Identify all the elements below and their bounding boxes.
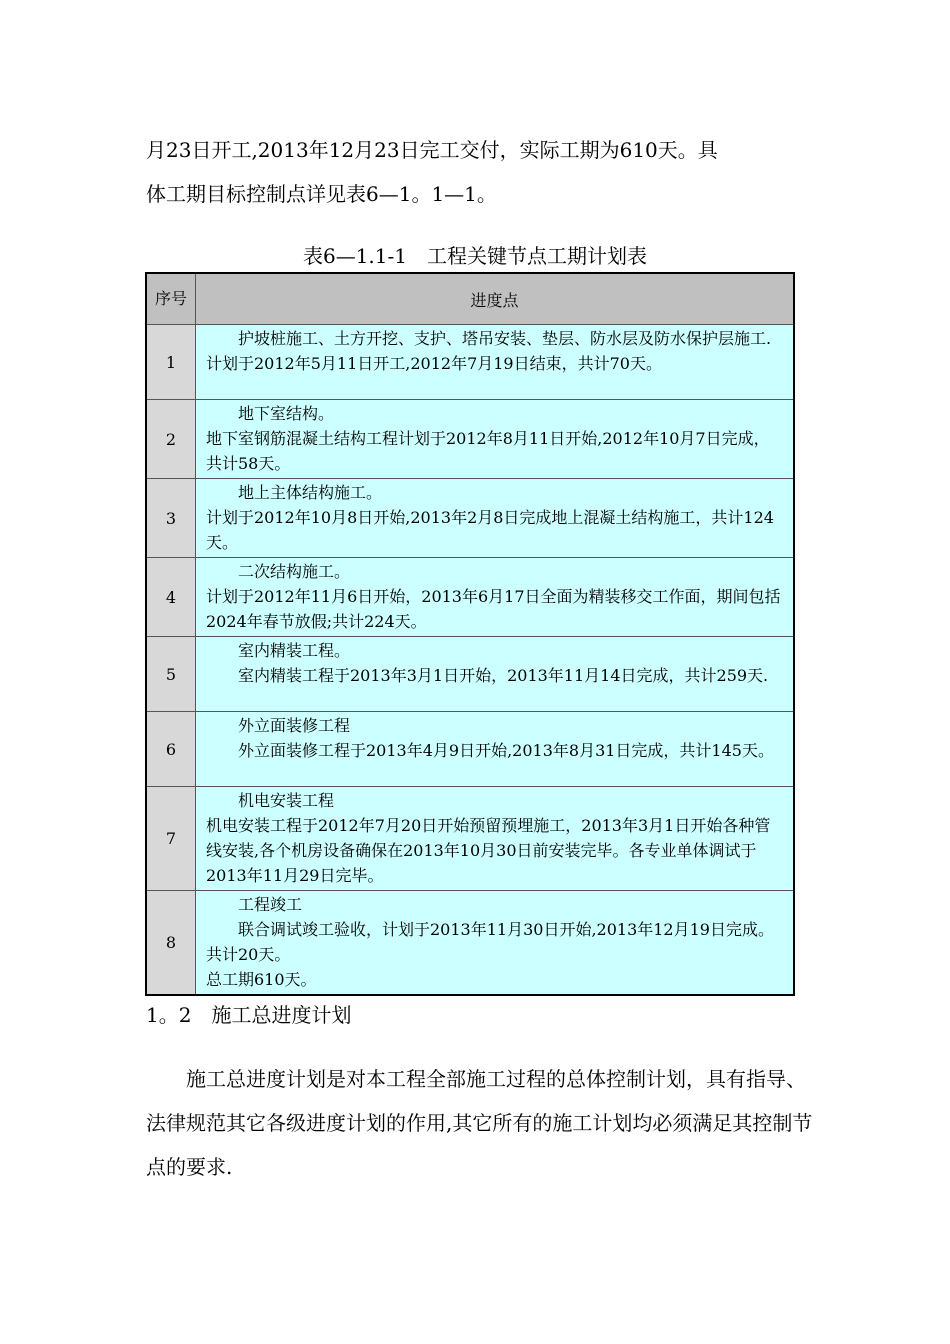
- row-description: [196, 325, 795, 400]
- header-progress: 进度点: [196, 273, 795, 325]
- header-seq: 序号: [146, 273, 196, 325]
- row-title: 二次结构施工。: [238, 562, 351, 581]
- row-number: 5: [146, 637, 196, 712]
- row-detail: 地下室钢筋混凝土结构工程计划于2012年8月11日开始,2012年10月7日完成，共计58天。: [206, 429, 770, 473]
- table-row: [146, 637, 794, 712]
- intro-line-1: 月23日开工,2013年12月23日完工交付，实际工期为610天。具: [146, 138, 718, 162]
- row-detail: 室内精装工程于2013年3月1日开始，2013年11月14日完成，共计259天.: [238, 666, 769, 685]
- row-number: 7: [146, 787, 196, 891]
- table-row: [146, 479, 794, 558]
- table-row: [146, 325, 794, 400]
- row-detail: 计划于2012年11月6日开始，2013年6月17日全面为精装移交工作面，期间包括2024年春节放假;共计224天。: [206, 587, 781, 631]
- row-description: [196, 787, 795, 891]
- intro-paragraph: [146, 128, 814, 216]
- row-detail: 机电安装工程于2012年7月20日开始预留预埋施工，2013年3月1日开始各种管线安装,各个机房设备确保在2013年10月30日前安装完毕。各专业单体调试于2013年11月29日完毕。: [206, 816, 771, 885]
- table-row: [146, 891, 794, 996]
- section-body-paragraph: [146, 1057, 814, 1189]
- row-description: [196, 637, 795, 712]
- row-description: [196, 891, 795, 996]
- table-header-row: [146, 273, 794, 325]
- row-title: 工程竣工: [238, 895, 303, 914]
- row-detail: 联合调试竣工验收，计划于2013年11月30日开始,2013年12月19日完成。共计20天。: [206, 920, 774, 964]
- schedule-table: [145, 272, 795, 996]
- row-title: 室内精装工程。: [238, 641, 351, 660]
- table-row: [146, 400, 794, 479]
- row-title: 地下室结构。: [238, 404, 335, 423]
- row-detail: 计划于2012年5月11日开工,2012年7月19日结束，共计70天。: [206, 354, 662, 373]
- row-total: 总工期610天。: [206, 970, 317, 989]
- row-description: [196, 479, 795, 558]
- row-title: 地上主体结构施工。: [238, 483, 383, 502]
- intro-line-2: 体工期目标控制点详见表6—1。1—1。: [146, 182, 497, 206]
- table-caption: 表6—1.1-1 工程关键节点工期计划表: [302, 244, 647, 268]
- row-detail: 外立面装修工程于2013年4月9日开始,2013年8月31日完成，共计145天。: [238, 741, 774, 760]
- table-row: [146, 712, 794, 787]
- row-title: 机电安装工程: [238, 791, 335, 810]
- section-body-text: 施工总进度计划是对本工程全部施工过程的总体控制计划，具有指导、法律规范其它各级进度计划的作用,其它所有的施工计划均必须满足其控制节点的要求.: [146, 1067, 813, 1179]
- row-description: [196, 558, 795, 637]
- table-row: [146, 787, 794, 891]
- section-heading: 1。2 施工总进度计划: [146, 1003, 352, 1027]
- row-number: 6: [146, 712, 196, 787]
- row-number: 8: [146, 891, 196, 996]
- row-number: 4: [146, 558, 196, 637]
- row-description: [196, 400, 795, 479]
- row-title: 外立面装修工程: [238, 716, 351, 735]
- row-description: [196, 712, 795, 787]
- row-number: 3: [146, 479, 196, 558]
- row-number: 1: [146, 325, 196, 400]
- row-detail: 计划于2012年10月8日开始,2013年2月8日完成地上混凝土结构施工，共计124天。: [206, 508, 774, 552]
- row-number: 2: [146, 400, 196, 479]
- table-row: [146, 558, 794, 637]
- row-title: 护坡桩施工、土方开挖、支护、塔吊安装、垫层、防水层及防水保护层施工.: [238, 329, 772, 348]
